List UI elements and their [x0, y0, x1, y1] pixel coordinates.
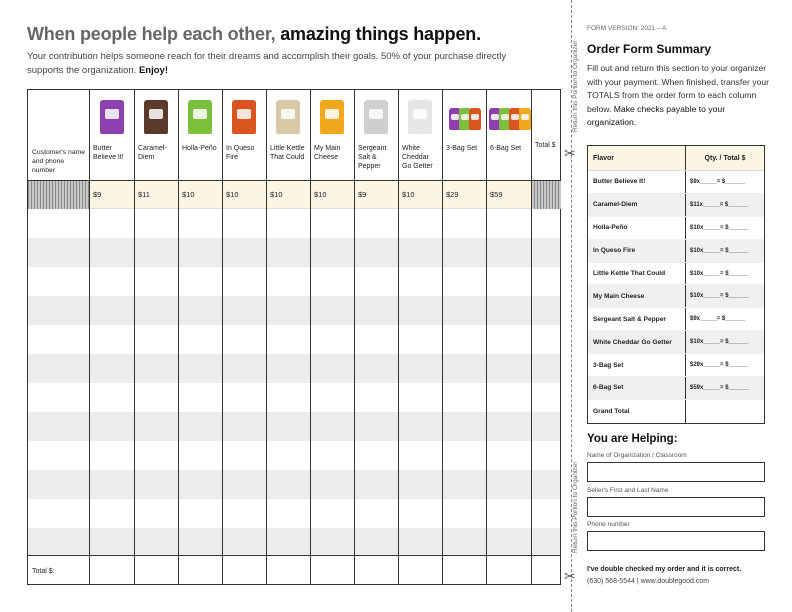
product-column-header — [354, 90, 398, 181]
summary-qty-field[interactable]: $9x_____= $______ — [685, 308, 764, 330]
order-entry-row[interactable] — [28, 528, 560, 557]
order-entry-row[interactable] — [28, 325, 560, 354]
summary-row — [588, 354, 764, 377]
summary-qty-field[interactable]: $10x_____= $______ — [685, 331, 764, 353]
product-price: $10 — [270, 190, 283, 199]
product-price: $10 — [402, 190, 415, 199]
product-price: $9 — [93, 190, 102, 199]
summary-flavor: Butter Believe It! — [593, 178, 646, 186]
helping-title: You are Helping: — [587, 433, 678, 445]
product-column-header — [134, 90, 178, 181]
summary-flavor: Sergeant Salt & Pepper — [593, 315, 666, 323]
organization-field[interactable] — [587, 462, 765, 482]
summary-desc-body: Fill out and return this section to your organizer with your payment. When finished, transfer your TOTALS from the order form to each column below. — [587, 63, 769, 114]
order-entry-row[interactable] — [28, 238, 560, 267]
product-name: Little Kettle That Could — [270, 145, 305, 161]
snack-bag-icon — [364, 100, 388, 134]
summary-flavor: My Main Cheese — [593, 292, 645, 300]
snack-bag-icon — [408, 100, 432, 134]
summary-qty-field[interactable]: $11x_____= $______ — [685, 194, 764, 216]
headline-lead: When people help each other, — [27, 24, 281, 44]
order-grid — [27, 89, 561, 585]
snack-bag-icon — [469, 108, 481, 130]
order-entry-row[interactable] — [28, 499, 560, 528]
column-divider — [531, 90, 532, 584]
product-price: $10 — [226, 190, 239, 199]
summary-row — [588, 400, 764, 423]
order-entry-row[interactable] — [28, 354, 560, 383]
summary-row — [588, 194, 764, 217]
product-price: $10 — [182, 190, 195, 199]
summary-table-header — [588, 146, 764, 171]
product-column-header — [266, 90, 310, 181]
summary-row — [588, 377, 764, 400]
column-divider — [398, 90, 399, 584]
summary-flavor: Little Kettle That Could — [593, 270, 666, 277]
order-entry-row[interactable] — [28, 441, 560, 470]
scissors-icon: ✂ — [564, 568, 576, 584]
product-column-header — [442, 90, 486, 181]
headline-emphasis: amazing things happen. — [280, 24, 481, 44]
column-divider — [134, 90, 135, 584]
product-price: $29 — [446, 190, 459, 199]
summary-qty-field[interactable]: $10x_____= $______ — [685, 285, 764, 307]
column-divider — [222, 90, 223, 584]
order-entry-row[interactable] — [28, 383, 560, 412]
customer-column-label: Customer's name and phone number — [32, 149, 86, 174]
summary-qty-header: Qty. / Total $ — [685, 146, 764, 170]
product-price: $9 — [358, 190, 367, 199]
product-name: Holla-Peño — [182, 145, 217, 152]
product-name: 3-Bag Set — [446, 145, 478, 152]
product-name: Sergeant Salt & Pepper — [358, 145, 387, 170]
total-price-hatch — [531, 181, 561, 209]
order-entry-row[interactable] — [28, 470, 560, 499]
summary-description — [587, 62, 772, 130]
product-column-header — [310, 90, 354, 181]
product-price: $11 — [138, 190, 150, 199]
grid-price-row — [28, 181, 560, 209]
summary-qty-field[interactable]: $9x_____= $______ — [685, 171, 764, 193]
column-divider — [89, 90, 90, 584]
product-column-header — [398, 90, 442, 181]
summary-row — [588, 331, 764, 354]
summary-row — [588, 240, 764, 263]
product-name: 6-Bag Set — [490, 145, 522, 152]
snack-bag-icon — [519, 108, 531, 130]
contact-info: (630) 568-5544 | www.doublegood.com — [587, 578, 710, 585]
summary-flavor-header: Flavor — [593, 154, 615, 162]
snack-bag-icon — [320, 100, 344, 134]
summary-table — [587, 145, 765, 424]
summary-flavor: White Cheddar Go Getter — [593, 338, 672, 346]
column-divider — [354, 90, 355, 584]
snack-bag-icon — [144, 100, 168, 134]
product-column-header — [222, 90, 266, 181]
summary-qty-field[interactable]: $59x_____= $______ — [685, 377, 764, 399]
seller-label: Seller's First and Last Name — [587, 487, 669, 494]
summary-title: Order Form Summary — [587, 42, 712, 56]
intro-body: Your contribution helps someone reach for their dreams and accomplish their goals. 50% of your purchase directly supports the organization. — [27, 51, 507, 76]
summary-qty-field[interactable] — [685, 400, 764, 423]
seller-field[interactable] — [587, 497, 765, 517]
snack-bag-icon — [276, 100, 300, 134]
summary-flavor: 3-Bag Set — [593, 361, 624, 369]
summary-flavor: Grand Total — [593, 407, 630, 415]
product-name: Butter Believe It! — [93, 145, 124, 161]
product-column-header — [89, 90, 134, 181]
grid-total-row — [28, 555, 560, 584]
customer-price-hatch — [28, 181, 89, 209]
intro-emphasis: Enjoy! — [138, 65, 168, 76]
snack-bag-icon — [100, 100, 124, 134]
organization-label: Name of Organization / Classroom — [587, 452, 687, 459]
summary-row — [588, 308, 764, 331]
summary-desc-emphasis: Make checks payable to your organization. — [587, 103, 726, 127]
summary-qty-field[interactable]: $10x_____= $______ — [685, 217, 764, 239]
summary-flavor: Caramel-Diem — [593, 201, 638, 209]
summary-row — [588, 217, 764, 240]
summary-qty-field[interactable]: $10x_____= $______ — [685, 263, 764, 285]
column-divider — [486, 90, 487, 584]
snack-bag-icon — [188, 100, 212, 134]
column-divider — [266, 90, 267, 584]
product-column-header — [178, 90, 222, 181]
order-entry-row[interactable] — [28, 412, 560, 441]
summary-row — [588, 171, 764, 194]
column-divider — [310, 90, 311, 584]
product-name: My Main Cheese — [314, 145, 341, 161]
summary-flavor: Holla-Peño — [593, 224, 628, 232]
product-name: White Cheddar Go Getter — [402, 145, 433, 170]
column-divider — [442, 90, 443, 584]
order-entry-row[interactable] — [28, 267, 560, 296]
summary-row — [588, 285, 764, 308]
order-entry-row[interactable] — [28, 296, 560, 325]
phone-field[interactable] — [587, 531, 765, 551]
summary-flavor: In Queso Fire — [593, 247, 636, 255]
cut-instruction-bottom: Return this Portion to Organizer — [572, 461, 579, 553]
form-version: FORM VERSION: 2021 – A — [587, 25, 667, 32]
product-price: $59 — [490, 190, 503, 199]
product-price: $10 — [314, 190, 327, 199]
total-column-label: Total $ — [535, 142, 556, 149]
order-entry-row[interactable] — [28, 209, 560, 238]
summary-row — [588, 263, 764, 286]
page-headline — [27, 24, 481, 45]
product-name: In Queso Fire — [226, 145, 255, 161]
summary-qty-field[interactable]: $29x_____= $______ — [685, 354, 764, 376]
scissors-icon: ✂ — [564, 145, 576, 161]
cut-instruction-top: Return this Portion to Organizer — [572, 40, 579, 132]
snack-bag-icon — [232, 100, 256, 134]
summary-qty-field[interactable]: $10x_____= $______ — [685, 240, 764, 262]
total-row-label: Total $: — [32, 568, 55, 575]
product-name: Caramel-Diem — [138, 145, 167, 161]
summary-flavor: 6-Bag Set — [593, 384, 624, 392]
intro-text — [27, 50, 537, 78]
product-column-header — [486, 90, 531, 181]
phone-label: Phone number — [587, 521, 630, 528]
check-note: I've double checked my order and it is correct. — [587, 566, 742, 573]
column-divider — [178, 90, 179, 584]
